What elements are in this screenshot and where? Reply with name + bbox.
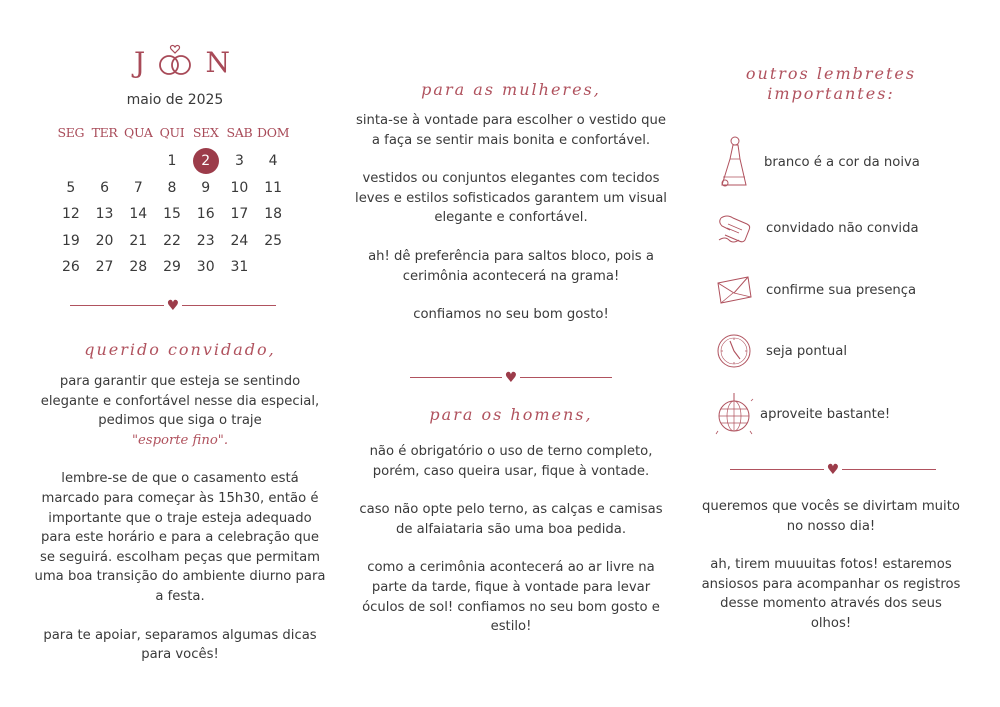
men-paragraph-3: como a cerimônia acontecerá ao ar livre na parte da tarde, fique à vontade para levar óculos de sol! confiamos no seu bom gosto e estilo! [362,560,660,635]
closing-paragraph-2: ah, tirem muuuitas fotos! estaremos ansiosos para acompanhar os registros desse momento através dos seus olhos! [701,557,961,631]
calendar-day-number: 13 [95,206,114,223]
calendar-day [88,228,122,255]
calendar-day [189,254,223,281]
calendar-day-number: 2 [193,148,219,174]
heart-divider [730,463,936,477]
calendar-day-number: 24 [230,232,249,249]
calendar-day [256,148,290,175]
bride-icon [712,137,756,187]
reminder-label: seja pontual [766,343,847,359]
calendar-day [223,201,257,228]
reminders-heading-line-2: importantes: [767,84,895,103]
calendar-day-number: 17 [230,206,249,223]
calendar-day [256,228,290,255]
calendar-day [189,228,223,255]
calendar-day [88,201,122,228]
men-text-block [355,442,667,637]
calendar-day-number: 11 [264,179,283,196]
reminder-label: branco é a cor da noiva [764,154,920,170]
heart-icon: ♥ [164,299,182,313]
women-paragraph-4: confiamos no seu bom gosto! [413,307,609,323]
calendar-day-number: 18 [264,206,283,223]
clock-icon [712,326,756,376]
women-paragraph-1: sinta-se à vontade para escolher o vestido que a faça se sentir mais bonita e confortável. [355,113,667,148]
guest-text-block [34,372,326,665]
section-heading-men: para os homens, [429,405,593,424]
section-heading-women: para as mulheres, [421,80,601,99]
reminder-item [712,265,952,315]
calendar-day [155,228,189,255]
calendar-day [189,175,223,202]
heart-icon: ♥ [502,371,520,385]
dress-code-text: para garantir que esteja se sentindo elegante e confortável nesse dia especial, pedimos que siga o traje [40,374,320,429]
calendar-day [54,254,88,281]
calendar-day-number: 9 [201,179,211,196]
monogram-left-letter: J [134,45,146,79]
wedding-rings-icon [155,43,195,81]
reminder-item [712,137,952,187]
calendar-day [54,201,88,228]
calendar-day-number: 19 [61,232,80,249]
guest-paragraph-2: lembre-se de que o casamento está marcado para começar às 15h30, então é importante que o traje esteja adequado para este horário e para a celebração que se seguirá. escolham peças que permitam uma boa transição do ambiente diurno para a festa. [34,471,326,604]
reminder-label: convidado não convida [766,220,919,236]
calendar-weekday: TER [91,125,118,140]
reminder-item [712,389,952,439]
heart-divider [70,299,276,313]
calendar-day [223,254,257,281]
calendar-day [256,201,290,228]
calendar-day [88,175,122,202]
calendar-day-number: 22 [163,232,181,249]
heart-icon: ♥ [824,463,842,477]
monogram-right-letter: N [205,45,230,79]
calendar-day [121,228,155,255]
calendar-empty-cell [121,148,155,175]
reminders-heading-line-1: outros lembretes [745,64,917,83]
calendar-day [121,175,155,202]
calendar-day-number: 26 [61,259,80,276]
calendar-day-number: 12 [61,206,80,223]
calendar-day [121,254,155,281]
calendar-empty-cell [88,148,122,175]
section-heading-reminders [700,64,962,104]
calendar-day [223,148,257,175]
envelope-icon [712,265,756,315]
reminder-label: aproveite bastante! [760,406,891,422]
women-paragraph-3: ah! dê preferência para saltos bloco, pois a cerimônia acontecerá na grama! [368,248,654,284]
calendar-day-number: 10 [230,179,249,196]
calendar-day-number: 5 [66,179,76,196]
calendar-day-number: 25 [264,232,283,249]
closing-paragraph-1: queremos que vocês se divirtam muito no nosso dia! [702,499,960,534]
calendar-day [223,175,257,202]
calendar-day-highlighted [189,148,223,175]
guest-paragraph-3: para te apoiar, separamos algumas dicas para vocês! [43,627,317,663]
calendar-day-number: 1 [167,153,177,170]
scroll-icon [712,203,756,253]
calendar-weekday: SEX [192,125,219,140]
calendar-day-number: 20 [95,232,114,249]
calendar-day-number: 8 [167,179,177,196]
calendar-weekday: DOM [257,125,290,140]
women-paragraph-2: vestidos ou conjuntos elegantes com tecidos leves e estilos sofisticados garantem um visual elegante e confortável. [355,171,667,226]
calendar-month-label: maio de 2025 [126,92,224,108]
calendar-weekday: SAB [226,125,253,140]
calendar-weekday: QUI [159,125,185,140]
monogram [134,42,230,82]
calendar-day [189,201,223,228]
calendar-day-number: 29 [163,259,181,276]
men-paragraph-1: não é obrigatório o uso de terno completo, porém, caso queira usar, fique à vontade. [369,444,653,479]
disco-ball-icon [712,389,756,439]
calendar-day-number: 15 [163,206,181,223]
men-paragraph-2: caso não opte pelo terno, as calças e camisas de alfaiataria são uma boa pedida. [359,502,663,537]
calendar-day-number: 3 [234,153,244,170]
women-text-block [355,111,667,325]
calendar-day [54,175,88,202]
calendar-weekday: SEG [57,125,85,140]
reminder-item [712,326,952,376]
calendar-weekday: QUA [124,125,153,140]
calendar-day-number: 14 [129,206,148,223]
calendar-weekday-header [54,125,290,140]
calendar-day-number: 30 [196,259,215,276]
section-heading-guest: querido convidado, [84,340,276,359]
calendar-day-number: 21 [129,232,148,249]
calendar-day-number: 4 [268,153,278,170]
calendar-day-number: 31 [230,259,249,276]
reminder-label: confirme sua presença [766,282,917,298]
guest-paragraph-1 [34,372,326,450]
closing-text-block [700,497,962,634]
calendar-day-number: 28 [129,259,148,276]
calendar-empty-cell [54,148,88,175]
calendar-day-number: 16 [196,206,215,223]
calendar-day [121,201,155,228]
calendar-day-number: 23 [196,232,215,249]
dress-code-accent: "esporte fino". [131,432,229,448]
calendar-grid [54,148,290,281]
calendar-day [256,175,290,202]
calendar-day [223,228,257,255]
calendar-day [155,201,189,228]
heart-divider [410,371,612,385]
calendar-day [155,148,189,175]
calendar-day [155,254,189,281]
calendar-day [54,228,88,255]
calendar-day [88,254,122,281]
calendar-day-number: 27 [95,259,114,276]
calendar-day-number: 7 [133,179,143,196]
calendar-day [155,175,189,202]
reminder-item [712,203,952,253]
calendar-day-number: 6 [100,179,110,196]
